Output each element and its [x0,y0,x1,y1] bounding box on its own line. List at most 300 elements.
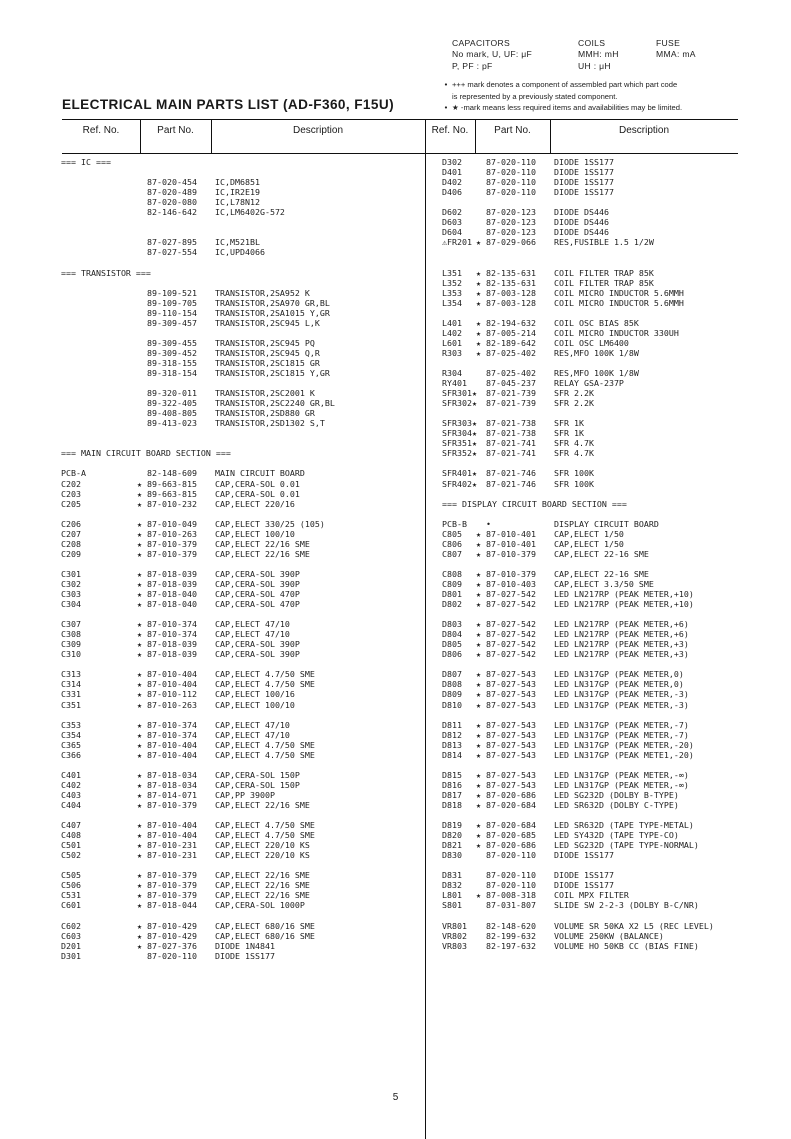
description: DIODE 1SS177 [554,870,614,881]
description: COIL MICRO INDUCTOR 5.6MMH [554,297,684,308]
star-mark: ★ [476,297,481,308]
part-no: 87-010-429 [147,930,197,941]
part-no: 87-027-542 [486,599,536,610]
ref-no: D302 [442,157,462,167]
table-top-border [62,119,738,120]
section-title: === IC === [61,157,111,167]
description: RES,MFO 100K 1/8W [554,347,639,358]
part-no: 87-010-401 [486,528,536,539]
ref-no: L401 [442,317,462,328]
star-mark: ★ [476,619,481,630]
star-mark: ★ [476,267,481,278]
part-no: 87-010-231 [147,850,197,861]
star-mark: ★ [476,729,481,740]
legend-coil-unit: MMH: mH [578,49,619,60]
part-no: 87-010-374 [147,719,197,730]
star-mark: ★ [137,578,142,589]
description: CAP,ELECT 22/16 SME [215,538,310,549]
description: CAP,ELECT 100/10 [215,528,295,539]
ref-no: C806 [442,538,462,549]
description: LED LN317GP (PEAK METER,0) [554,679,684,690]
part-no: 87-027-543 [486,779,536,790]
notes [440,79,780,114]
ref-no: RY401 [442,378,467,389]
description: DIODE 1SS177 [554,167,614,178]
description: LED LN217RP (PEAK METER,+3) [554,649,689,660]
part-no: 87-027-376 [147,940,197,951]
ref-no: C304 [61,599,81,610]
ref-no: D301 [61,950,81,961]
description: CAP,ELECT 1/50 [554,528,624,539]
ref-no: C203 [61,488,81,499]
part-no: 87-010-379 [147,870,197,881]
ref-no: C207 [61,528,81,539]
ref-no: D830 [442,850,462,861]
ref-no: C502 [61,850,81,861]
description: DIODE 1SS177 [554,850,614,861]
description: CAP,CERA-SOL 0.01 [215,488,300,499]
ref-no: L601 [442,337,462,348]
description: SFR 100K [554,478,594,489]
description: IC,LM6402G-572 [215,207,285,218]
col-ref-left: Ref. No. [82,125,120,136]
part-no: 87-027-895 [147,237,197,248]
description: CAP,ELECT 680/16 SME [215,920,315,931]
description: COIL MICRO INDUCTOR 330UH [554,327,679,338]
description: TRANSISTOR,2SC2240 GR,BL [215,398,335,409]
ref-no: C308 [61,629,81,640]
ref-no: C402 [61,779,81,790]
legend-capacitor-unit-pf: P, PF : pF [452,60,493,71]
description: RELAY GSA-237P [554,378,624,389]
ref-no: D801 [442,589,462,600]
part-no: 89-109-521 [147,287,197,298]
description: CAP,ELECT 22/16 SME [215,548,310,559]
description: SFR 4.7K [554,448,594,459]
part-no: 87-020-686 [486,789,536,800]
part-no: 87-045-237 [486,378,536,389]
star-mark: ★ [476,599,481,610]
ref-no: D810 [442,699,462,710]
description: TRANSISTOR,2SC945 L,K [215,317,320,328]
description: CAP,CERA-SOL 150P [215,779,300,790]
part-no: 82-199-632 [486,930,536,941]
description: LED LN317GP (PEAK METER,-20) [554,739,694,750]
description: CAP,ELECT 4.7/50 SME [215,739,315,750]
star-mark: ★ [476,820,481,831]
part-no: 87-018-034 [147,779,197,790]
description: COIL MPX FILTER [554,890,629,901]
part-no: 89-408-805 [147,408,197,419]
part-no: 87-010-379 [147,880,197,891]
star-mark: ★ [137,800,142,810]
ref-no: SFR304★ [442,428,477,439]
star-mark: ★ [137,880,142,891]
description: CAP,ELECT 22-16 SME [554,568,649,579]
part-no: 87-010-374 [147,629,197,640]
description: CAP,ELECT 3.3/50 SME [554,578,654,589]
part-no: 89-413-023 [147,418,197,429]
ref-no: C313 [61,669,81,680]
description: CAP,ELECT 4.7/50 SME [215,749,315,760]
ref-no: C808 [442,568,462,579]
part-no: 89-318-154 [147,367,197,378]
star-mark: ★ [476,538,481,549]
description: COIL OSC LM6400 [554,337,629,348]
description: VOLUME 250KW (BALANCE) [554,930,664,941]
part-no: 87-010-403 [486,578,536,589]
star-mark: ★ [137,599,142,610]
part-no: 87-010-379 [147,890,197,901]
star-mark: ★ [137,679,142,690]
star-mark: ★ [137,840,142,851]
star-mark: ★ [137,568,142,579]
part-no: 87-027-542 [486,649,536,660]
description: CAP,ELECT 47/10 [215,619,290,630]
ref-no: SFR402★ [442,478,477,489]
description: TRANSISTOR,2SA1015 Y,GR [215,307,330,318]
description: CAP,ELECT 47/10 [215,719,290,730]
part-no: 87-025-402 [486,347,536,358]
description: CAP,CERA-SOL 0.01 [215,478,300,489]
ref-no: C603 [61,930,81,941]
ref-no: D201 [61,940,81,951]
part-no: 87-020-123 [486,207,536,218]
part-no: 87-020-110 [147,950,197,961]
star-mark: ★ [137,739,142,750]
ref-no: C807 [442,548,462,559]
ref-no: L354 [442,297,462,308]
star-mark: ★ [476,840,481,851]
part-no: 87-021-746 [486,478,536,489]
ref-no: D602 [442,207,462,218]
part-no: 87-010-404 [147,669,197,680]
part-no: 87-020-110 [486,157,536,167]
ref-no: D806 [442,649,462,660]
ref-no: C302 [61,578,81,589]
star-mark: ★ [476,528,481,539]
description: DIODE DS446 [554,207,609,218]
description: DIODE DS446 [554,217,609,228]
ref-no: C505 [61,870,81,881]
legend-coils-label: COILS [578,38,606,48]
description: CAP,ELECT 47/10 [215,629,290,640]
note-assembled-cont: is represented by a previously stated component. [452,91,618,101]
description: LED LN317GP (PEAK METER,-∞) [554,769,689,780]
description: IC,DM6851 [215,177,260,188]
part-no: 87-020-684 [486,800,536,810]
ref-no: C602 [61,920,81,931]
star-mark: ★ [137,548,142,559]
description: LED LN217RP (PEAK METER,+6) [554,629,689,640]
description: LED SY432D (TAPE TYPE-CO) [554,830,679,841]
star-mark: ★ [476,578,481,589]
ref-no: D401 [442,167,462,178]
ref-no: L402 [442,327,462,338]
part-no: 87-020-686 [486,840,536,851]
description: TRANSISTOR,2SD880 GR [215,408,315,419]
ref-no: C310 [61,649,81,660]
part-no: 87-010-404 [147,739,197,750]
col-part-left: Part No. [157,125,194,136]
description: SFR 2.2K [554,388,594,399]
description: SLIDE SW 2-2-3 (DOLBY B-C/NR) [554,900,699,911]
part-no: 82-189-642 [486,337,536,348]
description: CAP,ELECT 100/16 [215,689,295,700]
part-no: 87-027-554 [147,247,197,258]
ref-no: D805 [442,639,462,650]
ref-no: D808 [442,679,462,690]
star-mark: ★ [137,538,142,549]
ref-no: D815 [442,769,462,780]
ref-no: C202 [61,478,81,489]
ref-no: C351 [61,699,81,710]
part-no: 82-197-632 [486,940,536,951]
description: TRANSISTOR,2SC945 PQ [215,337,315,348]
star-mark: ★ [476,237,481,248]
part-no: 87-020-110 [486,167,536,178]
part-no: 87-010-374 [147,619,197,630]
star-mark: ★ [137,769,142,780]
star-mark: ★ [137,669,142,680]
ref-no: VR802 [442,930,467,941]
part-no: 87-010-379 [147,800,197,810]
star-mark: ★ [476,548,481,559]
part-no: 87-020-110 [486,850,536,861]
part-no: 87-010-232 [147,498,197,509]
part-no: 87-020-110 [486,187,536,198]
part-no: 87-020-454 [147,177,197,188]
star-mark: ★ [137,689,142,700]
part-no: 87-010-429 [147,920,197,931]
part-no: 87-018-044 [147,900,197,911]
part-no: 87-029-066 [486,237,536,248]
ref-no: C506 [61,880,81,891]
star-mark: ★ [137,870,142,881]
description: CAP,ELECT 4.7/50 SME [215,820,315,831]
star-mark: ★ [137,789,142,800]
star-mark: ★ [137,900,142,911]
description: DISPLAY CIRCUIT BOARD [554,518,659,529]
part-no: 87-003-128 [486,297,536,308]
description: CAP,ELECT 220/10 KS [215,840,310,851]
part-no: • [486,518,491,529]
part-no: 87-021-738 [486,428,536,439]
ref-no: C307 [61,619,81,630]
part-no: 87-010-231 [147,840,197,851]
ref-no: R304 [442,367,462,378]
star-mark: ★ [137,830,142,841]
star-mark: ★ [137,930,142,941]
part-no: 87-027-543 [486,699,536,710]
part-no: 82-194-632 [486,317,536,328]
star-mark: ★ [137,478,142,489]
star-mark: ★ [476,568,481,579]
star-mark: ★ [137,890,142,901]
part-no: 87-027-543 [486,669,536,680]
description: CAP,ELECT 220/16 [215,498,295,509]
star-mark: ★ [137,619,142,630]
ref-no: C501 [61,840,81,851]
description: DIODE 1SS177 [554,157,614,167]
part-no: 87-018-034 [147,769,197,780]
ref-no: L353 [442,287,462,298]
part-no: 82-148-620 [486,920,536,931]
part-no: 89-318-155 [147,357,197,368]
part-no: 82-135-631 [486,277,536,288]
description: SFR 100K [554,468,594,479]
star-mark: ★ [476,277,481,288]
star-mark: ★ [476,890,481,901]
description: IC,UPD4066 [215,247,265,258]
section-title: === MAIN CIRCUIT BOARD SECTION === [61,448,231,459]
part-no: 87-010-379 [486,548,536,559]
ref-no: SFR401★ [442,468,477,479]
part-no: 87-027-542 [486,629,536,640]
part-no: 89-320-011 [147,388,197,399]
description: TRANSISTOR,2SC1815 Y,GR [215,367,330,378]
part-no: 87-027-543 [486,689,536,700]
description: LED SG232D (TAPE TYPE-NORMAL) [554,840,699,851]
ref-no: D814 [442,749,462,760]
star-mark: ★ [137,749,142,760]
star-mark: ★ [137,498,142,509]
description: CAP,ELECT 680/16 SME [215,930,315,941]
page-number: 5 [392,1092,399,1103]
description: TRANSISTOR,2SA970 GR,BL [215,297,330,308]
star-mark: ★ [476,347,481,358]
star-mark: ★ [137,488,142,499]
ref-no: C209 [61,548,81,559]
star-mark: ★ [137,528,142,539]
ref-no: SFR302★ [442,398,477,409]
ref-no: VR801 [442,920,467,931]
description: IC,L78N12 [215,197,260,208]
description: LED LN217RP (PEAK METER,+10) [554,589,694,600]
part-no: 87-008-318 [486,890,536,901]
description: CAP,CERA-SOL 150P [215,769,300,780]
description: CAP,ELECT 22-16 SME [554,548,649,559]
star-mark: ★ [137,518,142,529]
ref-no: D402 [442,177,462,188]
description: CAP,ELECT 4.7/50 SME [215,830,315,841]
part-no: 87-020-110 [486,177,536,188]
description: LED LN217RP (PEAK METER,+3) [554,639,689,650]
part-no: 89-110-154 [147,307,197,318]
ref-no: D804 [442,629,462,640]
description: COIL FILTER TRAP 85K [554,277,654,288]
description: DIODE 1N4841 [215,940,275,951]
description: TRANSISTOR,2SD1302 S,T [215,418,325,429]
ref-no: VR803 [442,940,467,951]
star-mark: ★ [476,589,481,600]
star-mark: ★ [476,749,481,760]
ref-no: C531 [61,890,81,901]
star-mark: ★ [476,769,481,780]
description: LED LN217RP (PEAK METER,+10) [554,599,694,610]
ref-no: C206 [61,518,81,529]
description: LED LN317GP (PEAK METER,-3) [554,689,689,700]
description: LED LN317GP (PEAK METER,-7) [554,729,689,740]
note-assembled: • +++ mark denotes a component of assembled part which part code [440,79,780,91]
description: LED LN317GP (PEAK METER,-7) [554,719,689,730]
part-no: 87-003-128 [486,287,536,298]
description: CAP,CERA-SOL 470P [215,599,300,610]
ref-no: SFR352★ [442,448,477,459]
part-no: 87-031-807 [486,900,536,911]
description: VOLUME SR 50KA X2 L5 (REC LEVEL) [554,920,714,931]
part-no: 87-018-040 [147,589,197,600]
star-mark: ★ [476,337,481,348]
ref-no: D802 [442,599,462,610]
description: TRANSISTOR,2SC945 Q,R [215,347,320,358]
star-mark: ★ [137,649,142,660]
part-no: 87-018-039 [147,578,197,589]
part-no: 87-018-039 [147,649,197,660]
star-mark: ★ [476,317,481,328]
ref-no: C403 [61,789,81,800]
part-no: 87-027-542 [486,639,536,650]
ref-no: D803 [442,619,462,630]
star-mark: ★ [476,669,481,680]
description: DIODE 1SS177 [554,880,614,891]
star-mark: ★ [137,779,142,790]
star-mark: ★ [476,800,481,810]
ref-no: D813 [442,739,462,750]
part-no: 89-309-457 [147,317,197,328]
part-no: 87-005-214 [486,327,536,338]
part-no: 89-109-705 [147,297,197,308]
part-no: 87-010-404 [147,820,197,831]
description: CAP,ELECT 22/16 SME [215,880,310,891]
part-no: 87-018-039 [147,568,197,579]
part-no: 87-027-542 [486,589,536,600]
ref-no: C404 [61,800,81,810]
part-no: 87-020-110 [486,880,536,891]
description: COIL MICRO INDUCTOR 5.6MMH [554,287,684,298]
description: VOLUME HO 50KB CC (BIAS FINE) [554,940,699,951]
description: CAP,CERA-SOL 470P [215,589,300,600]
part-no: 87-010-404 [147,830,197,841]
part-no: 87-010-401 [486,538,536,549]
star-mark: ★ [137,629,142,640]
part-no: 87-021-741 [486,438,536,449]
ref-no: C401 [61,769,81,780]
star-mark: ★ [476,287,481,298]
part-no: 89-663-815 [147,478,197,489]
description: CAP,ELECT 100/10 [215,699,295,710]
description: CAP,ELECT 22/16 SME [215,890,310,901]
legend-fuse-unit: MMA: mA [656,49,696,60]
page-title: ELECTRICAL MAIN PARTS LIST (AD-F360, F15U) [62,97,394,112]
ref-no: SFR303★ [442,418,477,429]
ref-no: PCB-B [442,518,467,529]
description: LED SR632D (TAPE TYPE-METAL) [554,820,694,831]
bullet-icon: • [444,103,448,113]
description: DIODE DS446 [554,227,609,238]
part-no: 87-020-684 [486,820,536,831]
ref-no: SFR301★ [442,388,477,399]
part-no: 87-020-123 [486,217,536,228]
description: MAIN CIRCUIT BOARD [215,468,305,479]
description: DIODE 1SS177 [215,950,275,961]
star-mark: ★ [476,699,481,710]
description: CAP,CERA-SOL 390P [215,649,300,660]
part-no: 89-322-405 [147,398,197,409]
description: SFR 1K [554,428,584,439]
part-no: 87-010-263 [147,699,197,710]
description: CAP,ELECT 220/10 KS [215,850,310,861]
